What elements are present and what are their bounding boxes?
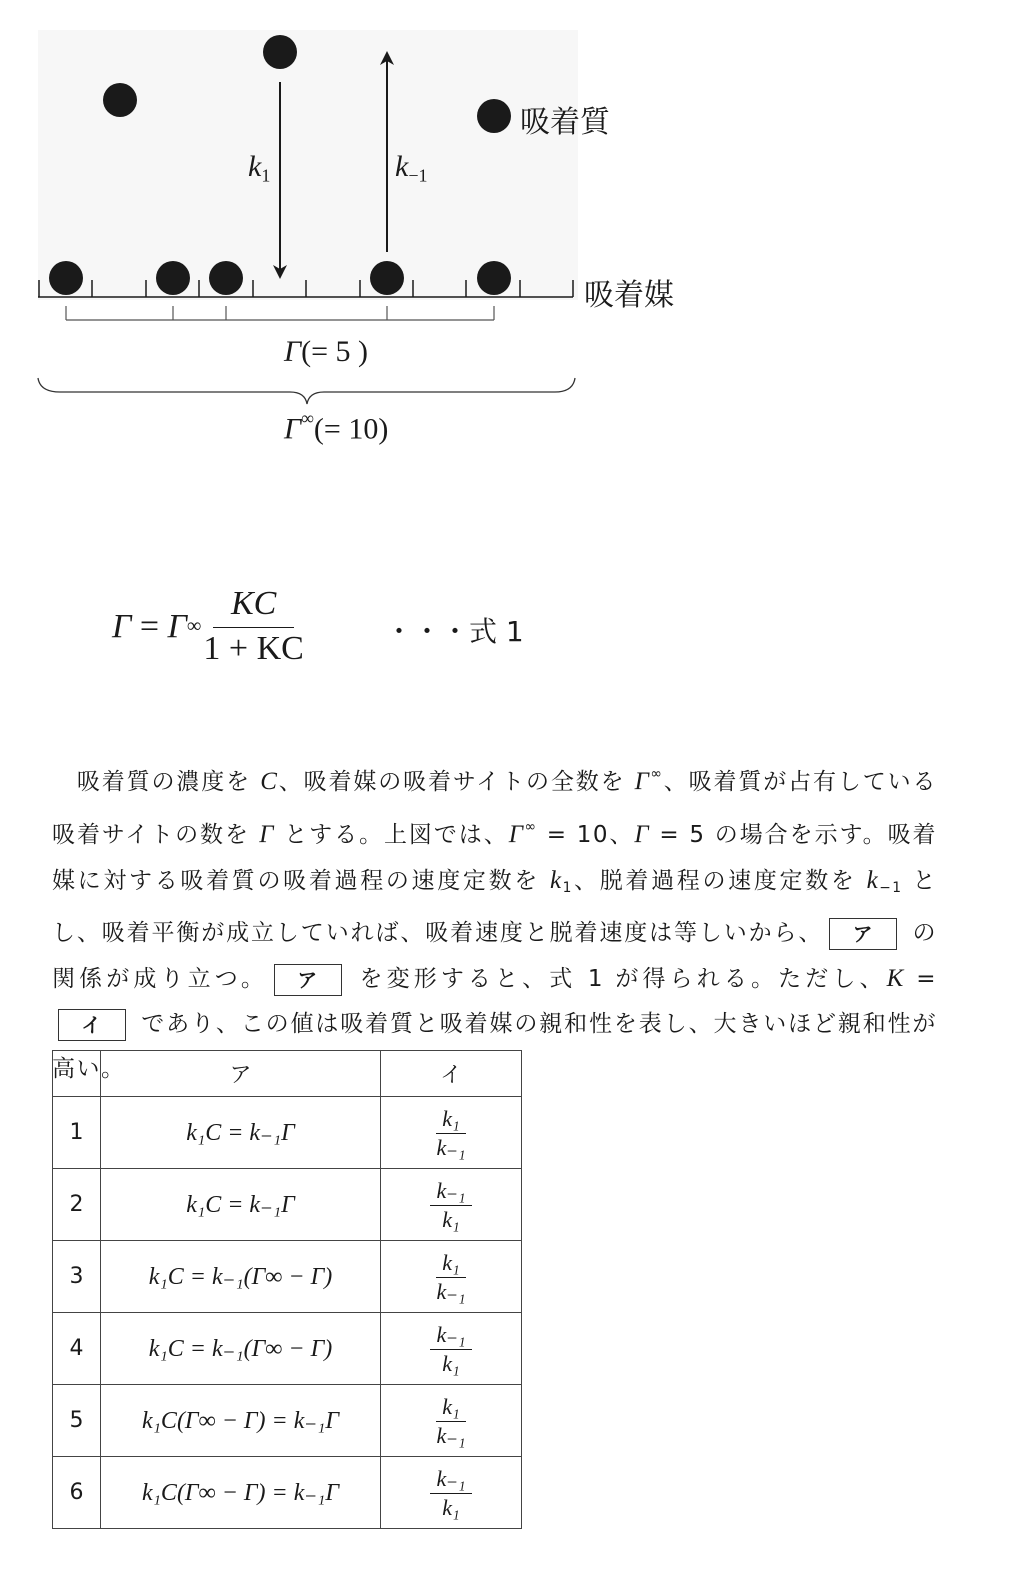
table-row[interactable]	[53, 1241, 522, 1313]
legend-adsorbent-label: 吸着媒	[584, 278, 674, 313]
adsorbate-molecule	[263, 35, 297, 69]
blank-i: イ	[58, 1009, 126, 1041]
k-minus1-label: $k_{-1}$	[395, 150, 428, 186]
choice-i: $\frac{\text{k₁}}{\text{k₋₁}}$	[381, 1241, 522, 1313]
gamma-inf-label: Γ∞(= 10)	[284, 408, 389, 446]
choice-a: k₁C = k₋₁Γ	[101, 1097, 381, 1169]
answer-choices-table	[52, 1050, 522, 1529]
choice-a: k₁C = k₋₁(Γ∞ − Γ)	[101, 1241, 381, 1313]
choice-number: 5	[53, 1385, 101, 1457]
langmuir-equation: Γ = Γ ∞ $\frac{KC}{1 + KC}$	[112, 585, 304, 667]
equation-label: ・・・式 1	[385, 615, 524, 648]
adsorbed-molecule	[49, 261, 83, 295]
choice-a: k₁C = k₋₁(Γ∞ − Γ)	[101, 1313, 381, 1385]
gamma-inf-brace	[38, 378, 575, 404]
choice-i: $\frac{\text{k₋₁}}{\text{k₁}}$	[381, 1313, 522, 1385]
choice-a: k₁C = k₋₁Γ	[101, 1169, 381, 1241]
adsorbed-molecule	[477, 261, 511, 295]
choice-i: $\frac{\text{k₁}}{\text{k₋₁}}$	[381, 1097, 522, 1169]
adsorbed-molecule	[156, 261, 190, 295]
header-number	[53, 1051, 101, 1097]
diagram-background	[38, 30, 578, 300]
choice-number: 3	[53, 1241, 101, 1313]
adsorption-diagram	[0, 0, 700, 460]
table-row[interactable]	[53, 1097, 522, 1169]
adsorbed-molecule	[370, 261, 404, 295]
gamma-label: Γ(= 5 )	[284, 335, 368, 368]
table-header-row	[53, 1051, 522, 1097]
adsorbed-molecule	[209, 261, 243, 295]
adsorbate-molecule	[103, 83, 137, 117]
k1-label: $k_1$	[248, 150, 271, 186]
question-paragraph: 吸着質の濃度を C、吸着媒の吸着サイトの全数を Γ∞、吸着質が占有している吸着サイトの数を Γ とする。上図では、Γ∞ = 10、Γ = 5 の場合を示す。吸着媒に対する吸着質の吸着過程の速度定数を $k_1$、脱着過程の速度定数を $k_{-1}$ とし、吸着平衡が成立していれば、吸着速度と脱着速度は等しいから、 ア の関係が成り立つ。 ア を変形すると、式 1 が得られる。ただし、K = イ であり、この値は吸着質と吸着媒の親和性を表し、大きいほど親和性が高い。	[52, 766, 938, 1083]
choice-a: k₁C(Γ∞ − Γ) = k₋₁Γ	[101, 1385, 381, 1457]
header-i: イ	[381, 1051, 522, 1097]
blank-a: ア	[829, 918, 897, 950]
choice-number: 1	[53, 1097, 101, 1169]
table-row[interactable]	[53, 1313, 522, 1385]
table-row[interactable]	[53, 1457, 522, 1529]
choice-a: k₁C(Γ∞ − Γ) = k₋₁Γ	[101, 1457, 381, 1529]
choice-number: 2	[53, 1169, 101, 1241]
header-a: ア	[101, 1051, 381, 1097]
blank-a-second: ア	[274, 964, 342, 996]
legend-adsorbate-label: 吸着質	[520, 105, 610, 140]
choice-i: $\frac{\text{k₋₁}}{\text{k₁}}$	[381, 1169, 522, 1241]
choice-i: $\frac{\text{k₋₁}}{\text{k₁}}$	[381, 1457, 522, 1529]
legend-adsorbate-dot	[477, 99, 511, 133]
choice-number: 4	[53, 1313, 101, 1385]
table-row[interactable]	[53, 1169, 522, 1241]
table-row[interactable]	[53, 1385, 522, 1457]
gamma-bracket	[66, 306, 494, 320]
equation-fraction: $\frac{KC}{1 + KC}$	[203, 585, 304, 667]
choice-i: $\frac{\text{k₁}}{\text{k₋₁}}$	[381, 1385, 522, 1457]
choice-number: 6	[53, 1457, 101, 1529]
